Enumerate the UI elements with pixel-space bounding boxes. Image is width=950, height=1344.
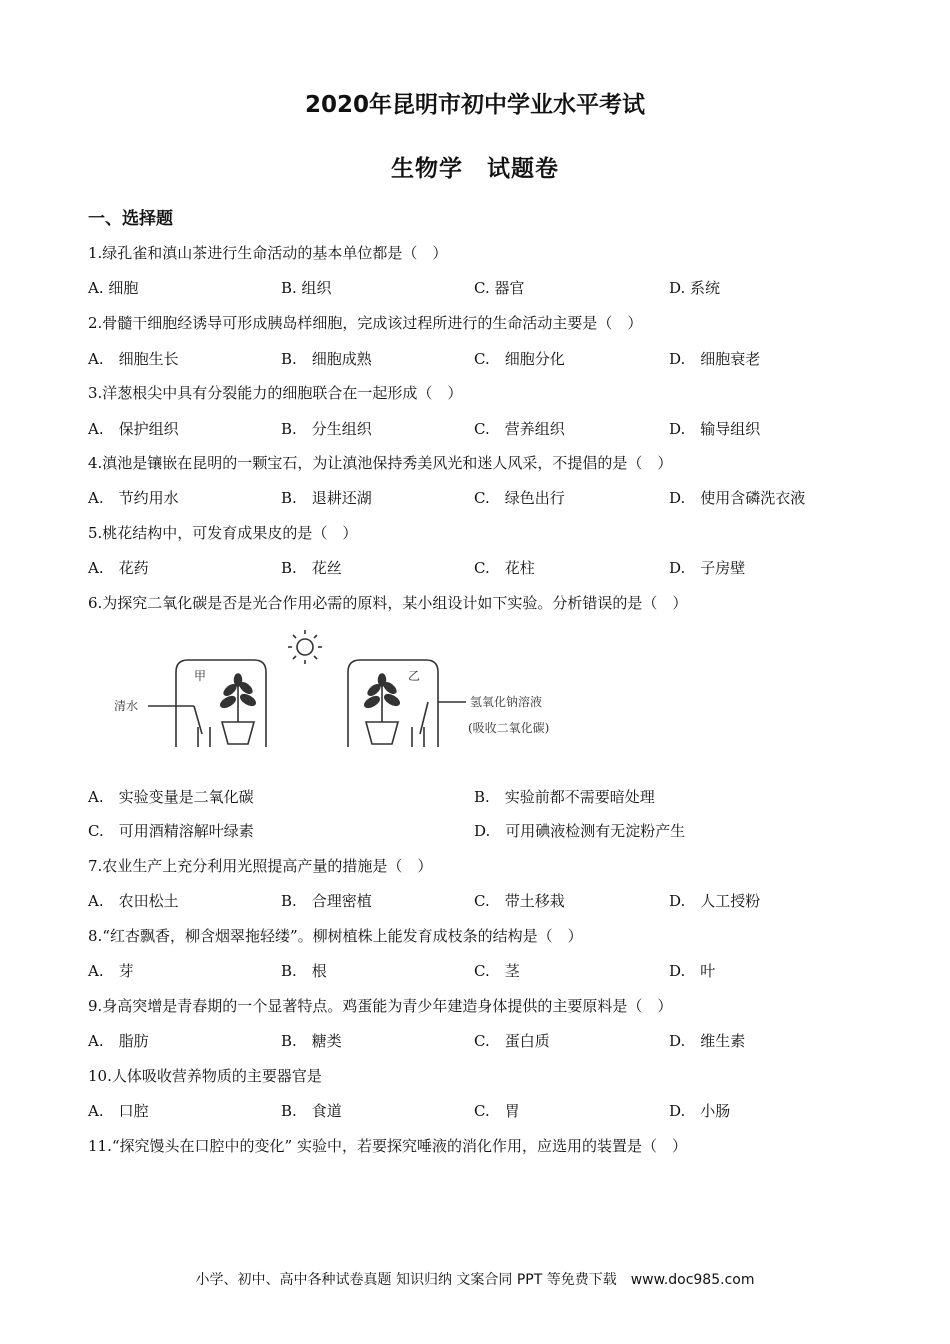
option-a: A. 实验变量是二氧化碳 bbox=[88, 788, 254, 806]
option-c: C. 可用酒精溶解叶绿素 bbox=[88, 822, 254, 840]
label-water: 清水 bbox=[114, 699, 139, 713]
option-b: B. 细胞成熟 bbox=[281, 350, 372, 368]
option-d: D. 输导组织 bbox=[669, 420, 761, 438]
option-a: A. 节约用水 bbox=[88, 489, 179, 507]
section-heading: 一、选择题 bbox=[88, 209, 173, 229]
option-c: C. 花柱 bbox=[474, 559, 535, 577]
option-a: A. 细胞 bbox=[88, 279, 139, 297]
option-b: B. 分生组织 bbox=[281, 420, 372, 438]
option-d: D. 细胞衰老 bbox=[669, 350, 761, 368]
option-c: C. 带土移栽 bbox=[474, 892, 565, 910]
option-d: D. 小肠 bbox=[669, 1102, 731, 1120]
option-c: C. 绿色出行 bbox=[474, 489, 565, 507]
option-a: A. 芽 bbox=[88, 962, 134, 980]
option-d: D. 使用含磷洗衣液 bbox=[669, 489, 806, 507]
question-stem: 8.“红杏飘香，柳含烟翠拖轻缕”。柳树植株上能发育成枝条的结构是（ ） bbox=[88, 927, 583, 945]
option-b: B. 合理密植 bbox=[281, 892, 372, 910]
option-b: B. 花丝 bbox=[281, 559, 342, 577]
page-subtitle: 生物学 试题卷 bbox=[391, 156, 559, 182]
option-c: C. 细胞分化 bbox=[474, 350, 565, 368]
question-stem: 3.洋葱根尖中具有分裂能力的细胞联合在一起形成（ ） bbox=[88, 384, 463, 402]
option-c: C. 胃 bbox=[474, 1102, 520, 1120]
option-b: B. 糖类 bbox=[281, 1032, 342, 1050]
option-c: C. 蛋白质 bbox=[474, 1032, 550, 1050]
option-d: D. 可用碘液检测有无淀粉产生 bbox=[474, 822, 686, 840]
label-solution-note: (吸收二氧化碳) bbox=[468, 721, 550, 735]
option-d: D. 子房壁 bbox=[669, 559, 746, 577]
option-a: A. 口腔 bbox=[88, 1102, 149, 1120]
footer-text: 小学、初中、高中各种试卷真题 知识归纳 文案合同 PPT 等免费下载 www.doc985.com bbox=[195, 1272, 755, 1288]
question-stem: 5.桃花结构中，可发育成果皮的是（ ） bbox=[88, 524, 358, 542]
option-b: B. 食道 bbox=[281, 1102, 342, 1120]
question-stem: 2.骨髓干细胞经诱导可形成胰岛样细胞，完成该过程所进行的生命活动主要是（ ） bbox=[88, 314, 643, 332]
option-d: D. 维生素 bbox=[669, 1032, 746, 1050]
option-b: B. 组织 bbox=[281, 279, 332, 297]
option-a: A. 保护组织 bbox=[88, 420, 179, 438]
plant-yi bbox=[363, 674, 401, 744]
sun-icon bbox=[288, 630, 322, 664]
plant-jia bbox=[219, 674, 257, 744]
option-d: D. 叶 bbox=[669, 962, 716, 980]
beaker-yi bbox=[412, 727, 424, 747]
experiment-figure bbox=[110, 622, 610, 757]
option-b: B. 退耕还湖 bbox=[281, 489, 372, 507]
question-stem: 11.“探究馒头在口腔中的变化” 实验中，若要探究唾液的消化作用，应选用的装置是（ ） bbox=[88, 1137, 687, 1155]
question-stem: 1.绿孔雀和滇山茶进行生命活动的基本单位都是（ ） bbox=[88, 244, 448, 262]
page-title: 2020年昆明市初中学业水平考试 bbox=[304, 92, 645, 118]
question-stem: 9.身高突增是青春期的一个显著特点。鸡蛋能为青少年建造身体提供的主要原料是（ ） bbox=[88, 997, 673, 1015]
question-stem: 4.滇池是镶嵌在昆明的一颗宝石，为让滇池保持秀美风光和迷人风采，不提倡的是（ ） bbox=[88, 454, 673, 472]
option-c: C. 茎 bbox=[474, 962, 520, 980]
option-b: B. 实验前都不需要暗处理 bbox=[474, 788, 655, 806]
option-a: A. 脂肪 bbox=[88, 1032, 149, 1050]
option-d: D. 人工授粉 bbox=[669, 892, 761, 910]
beaker-jia bbox=[198, 727, 210, 747]
question-stem: 6.为探究二氧化碳是否是光合作用必需的原料，某小组设计如下实验。分析错误的是（ ） bbox=[88, 594, 688, 612]
option-a: A. 农田松土 bbox=[88, 892, 179, 910]
option-c: C. 营养组织 bbox=[474, 420, 565, 438]
label-jia: 甲 bbox=[194, 669, 207, 683]
option-a: A. 花药 bbox=[88, 559, 149, 577]
label-solution: 氢氧化钠溶液 bbox=[470, 695, 543, 709]
option-c: C. 器官 bbox=[474, 279, 525, 297]
option-a: A. 细胞生长 bbox=[88, 350, 179, 368]
question-stem: 10.人体吸收营养物质的主要器官是 bbox=[88, 1067, 322, 1085]
option-b: B. 根 bbox=[281, 962, 327, 980]
option-d: D. 系统 bbox=[669, 279, 721, 297]
question-stem: 7.农业生产上充分利用光照提高产量的措施是（ ） bbox=[88, 857, 433, 875]
label-yi: 乙 bbox=[408, 669, 421, 683]
